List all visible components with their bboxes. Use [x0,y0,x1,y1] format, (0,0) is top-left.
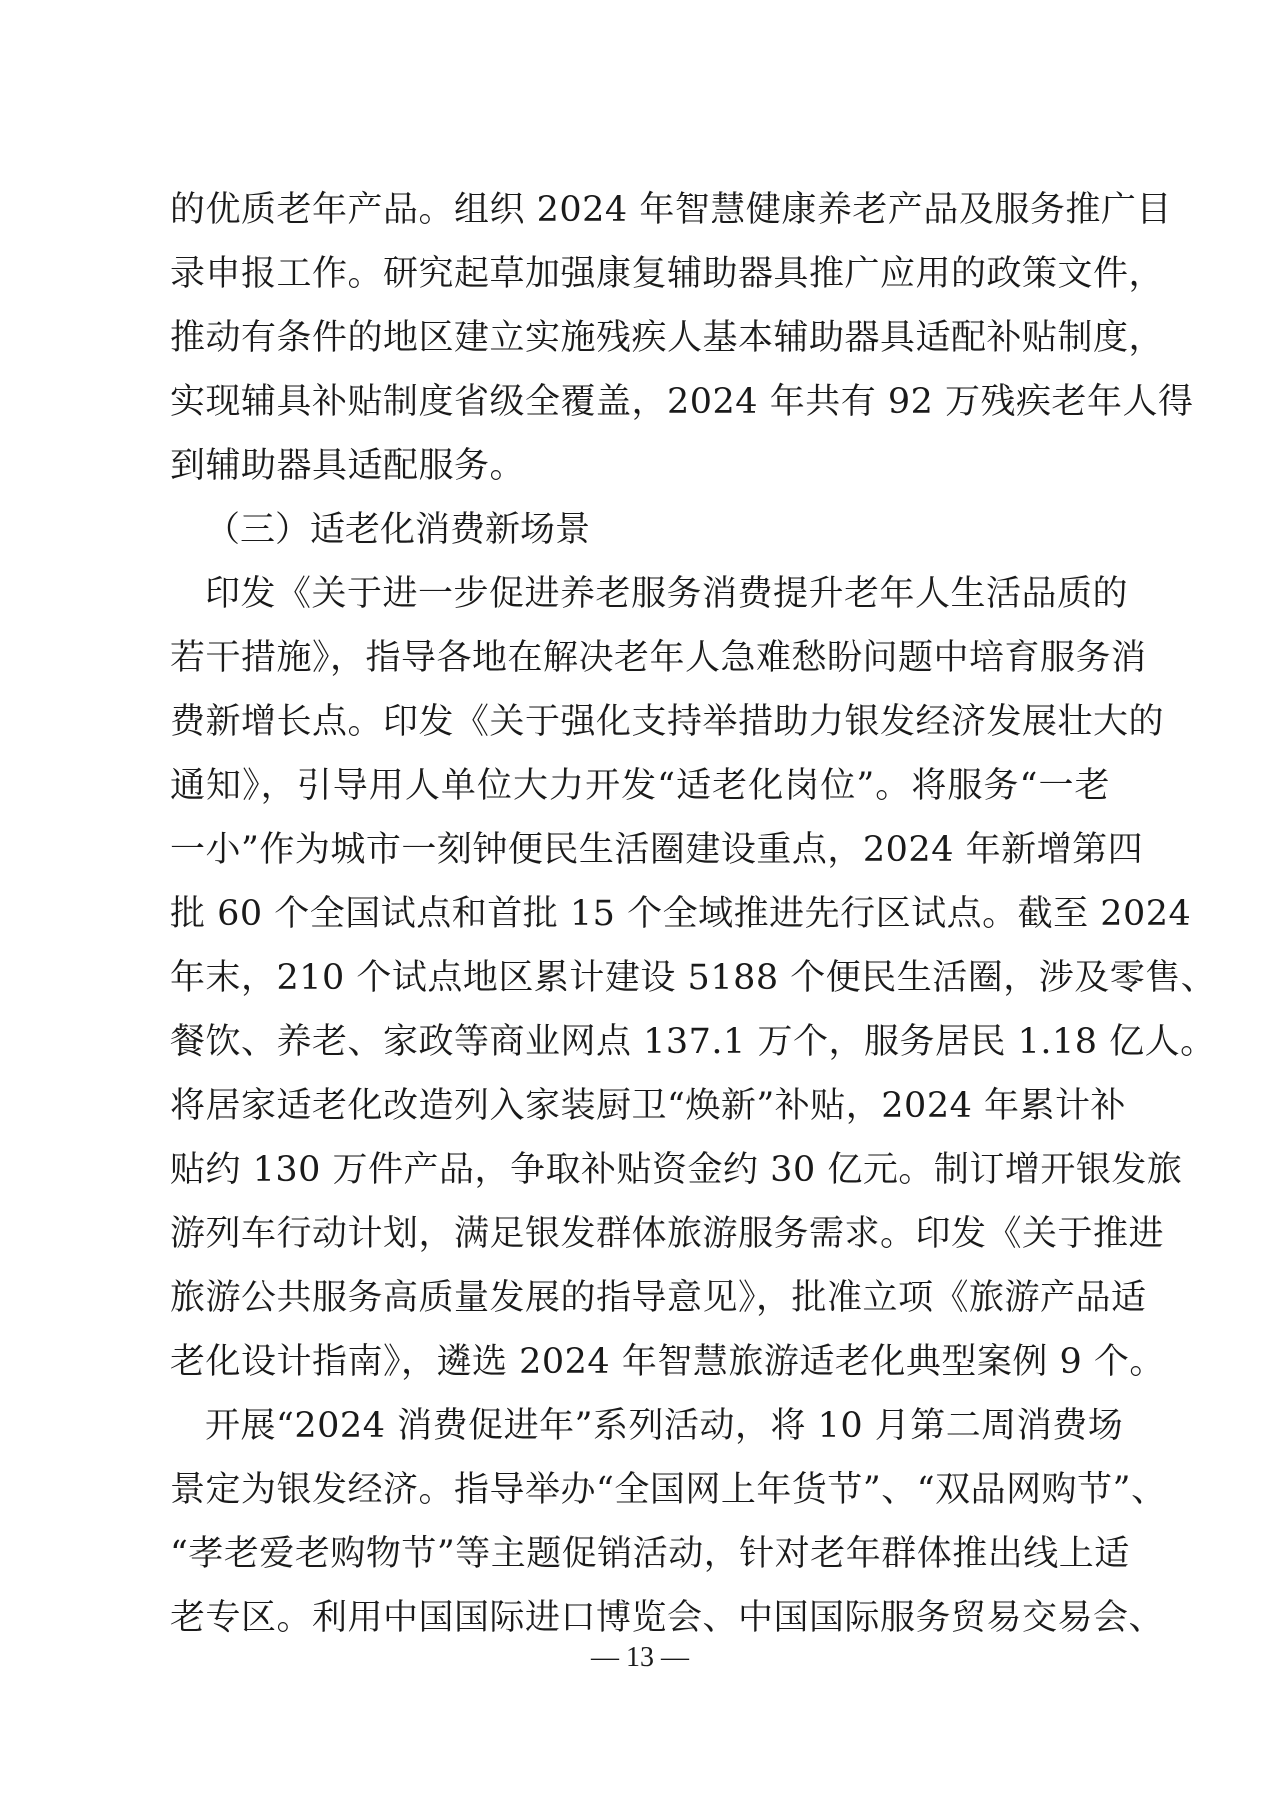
text-line: 一小”作为城市一刻钟便民生活圈建设重点，2024 年新增第四 [170,830,1144,870]
text-line: 餐饮、养老、家政等商业网点 137.1 万个，服务居民 1.18 亿人。 [170,1022,1216,1062]
text-line: 通知》，引导用人单位大力开发“适老化岗位”。将服务“一老 [170,766,1110,806]
section-heading: （三）适老化消费新场景 [205,510,591,550]
text-line: 将居家适老化改造列入家装厨卫“焕新”补贴，2024 年累计补 [170,1086,1126,1126]
text-line: 到辅助器具适配服务。 [170,446,526,486]
text-line: 录申报工作。研究起草加强康复辅助器具推广应用的政策文件， [170,254,1165,294]
text-line: 费新增长点。印发《关于强化支持举措助力银发经济发展壮大的 [170,702,1165,742]
text-line: 老专区。利用中国国际进口博览会、中国国际服务贸易交易会、 [170,1598,1165,1638]
text-line: 的优质老年产品。组织 2024 年智慧健康养老产品及服务推广目 [170,190,1172,230]
text-line: 实现辅具补贴制度省级全覆盖，2024 年共有 92 万残疾老年人得 [170,382,1194,422]
text-line: “孝老爱老购物节”等主题促销活动，针对老年群体推出线上适 [170,1534,1130,1574]
text-line: 贴约 130 万件产品，争取补贴资金约 30 亿元。制订增开银发旅 [170,1150,1183,1190]
text-line: 景定为银发经济。指导举办“全国网上年货节”、“双品网购节”、 [170,1470,1167,1510]
text-line: 开展“2024 消费促进年”系列活动，将 10 月第二周消费场 [205,1406,1124,1446]
page-number: — 13 — [591,1642,689,1673]
text-line: 批 60 个全国试点和首批 15 个全域推进先行区试点。截至 2024 [170,894,1192,934]
text-line: 年末，210 个试点地区累计建设 5188 个便民生活圈，涉及零售、 [170,958,1217,998]
text-line: 若干措施》，指导各地在解决老年人急难愁盼问题中培育服务消 [170,638,1147,678]
text-line: 旅游公共服务高质量发展的指导意见》，批准立项《旅游产品适 [170,1278,1147,1318]
text-line: 老化设计指南》，遴选 2024 年智慧旅游适老化典型案例 9 个。 [170,1342,1165,1382]
text-line: 游列车行动计划，满足银发群体旅游服务需求。印发《关于推进 [170,1214,1165,1254]
document-body [170,178,1217,1650]
text-line: 推动有条件的地区建立实施残疾人基本辅助器具适配补贴制度， [170,318,1165,358]
text-line: 印发《关于进一步促进养老服务消费提升老年人生活品质的 [205,574,1129,614]
